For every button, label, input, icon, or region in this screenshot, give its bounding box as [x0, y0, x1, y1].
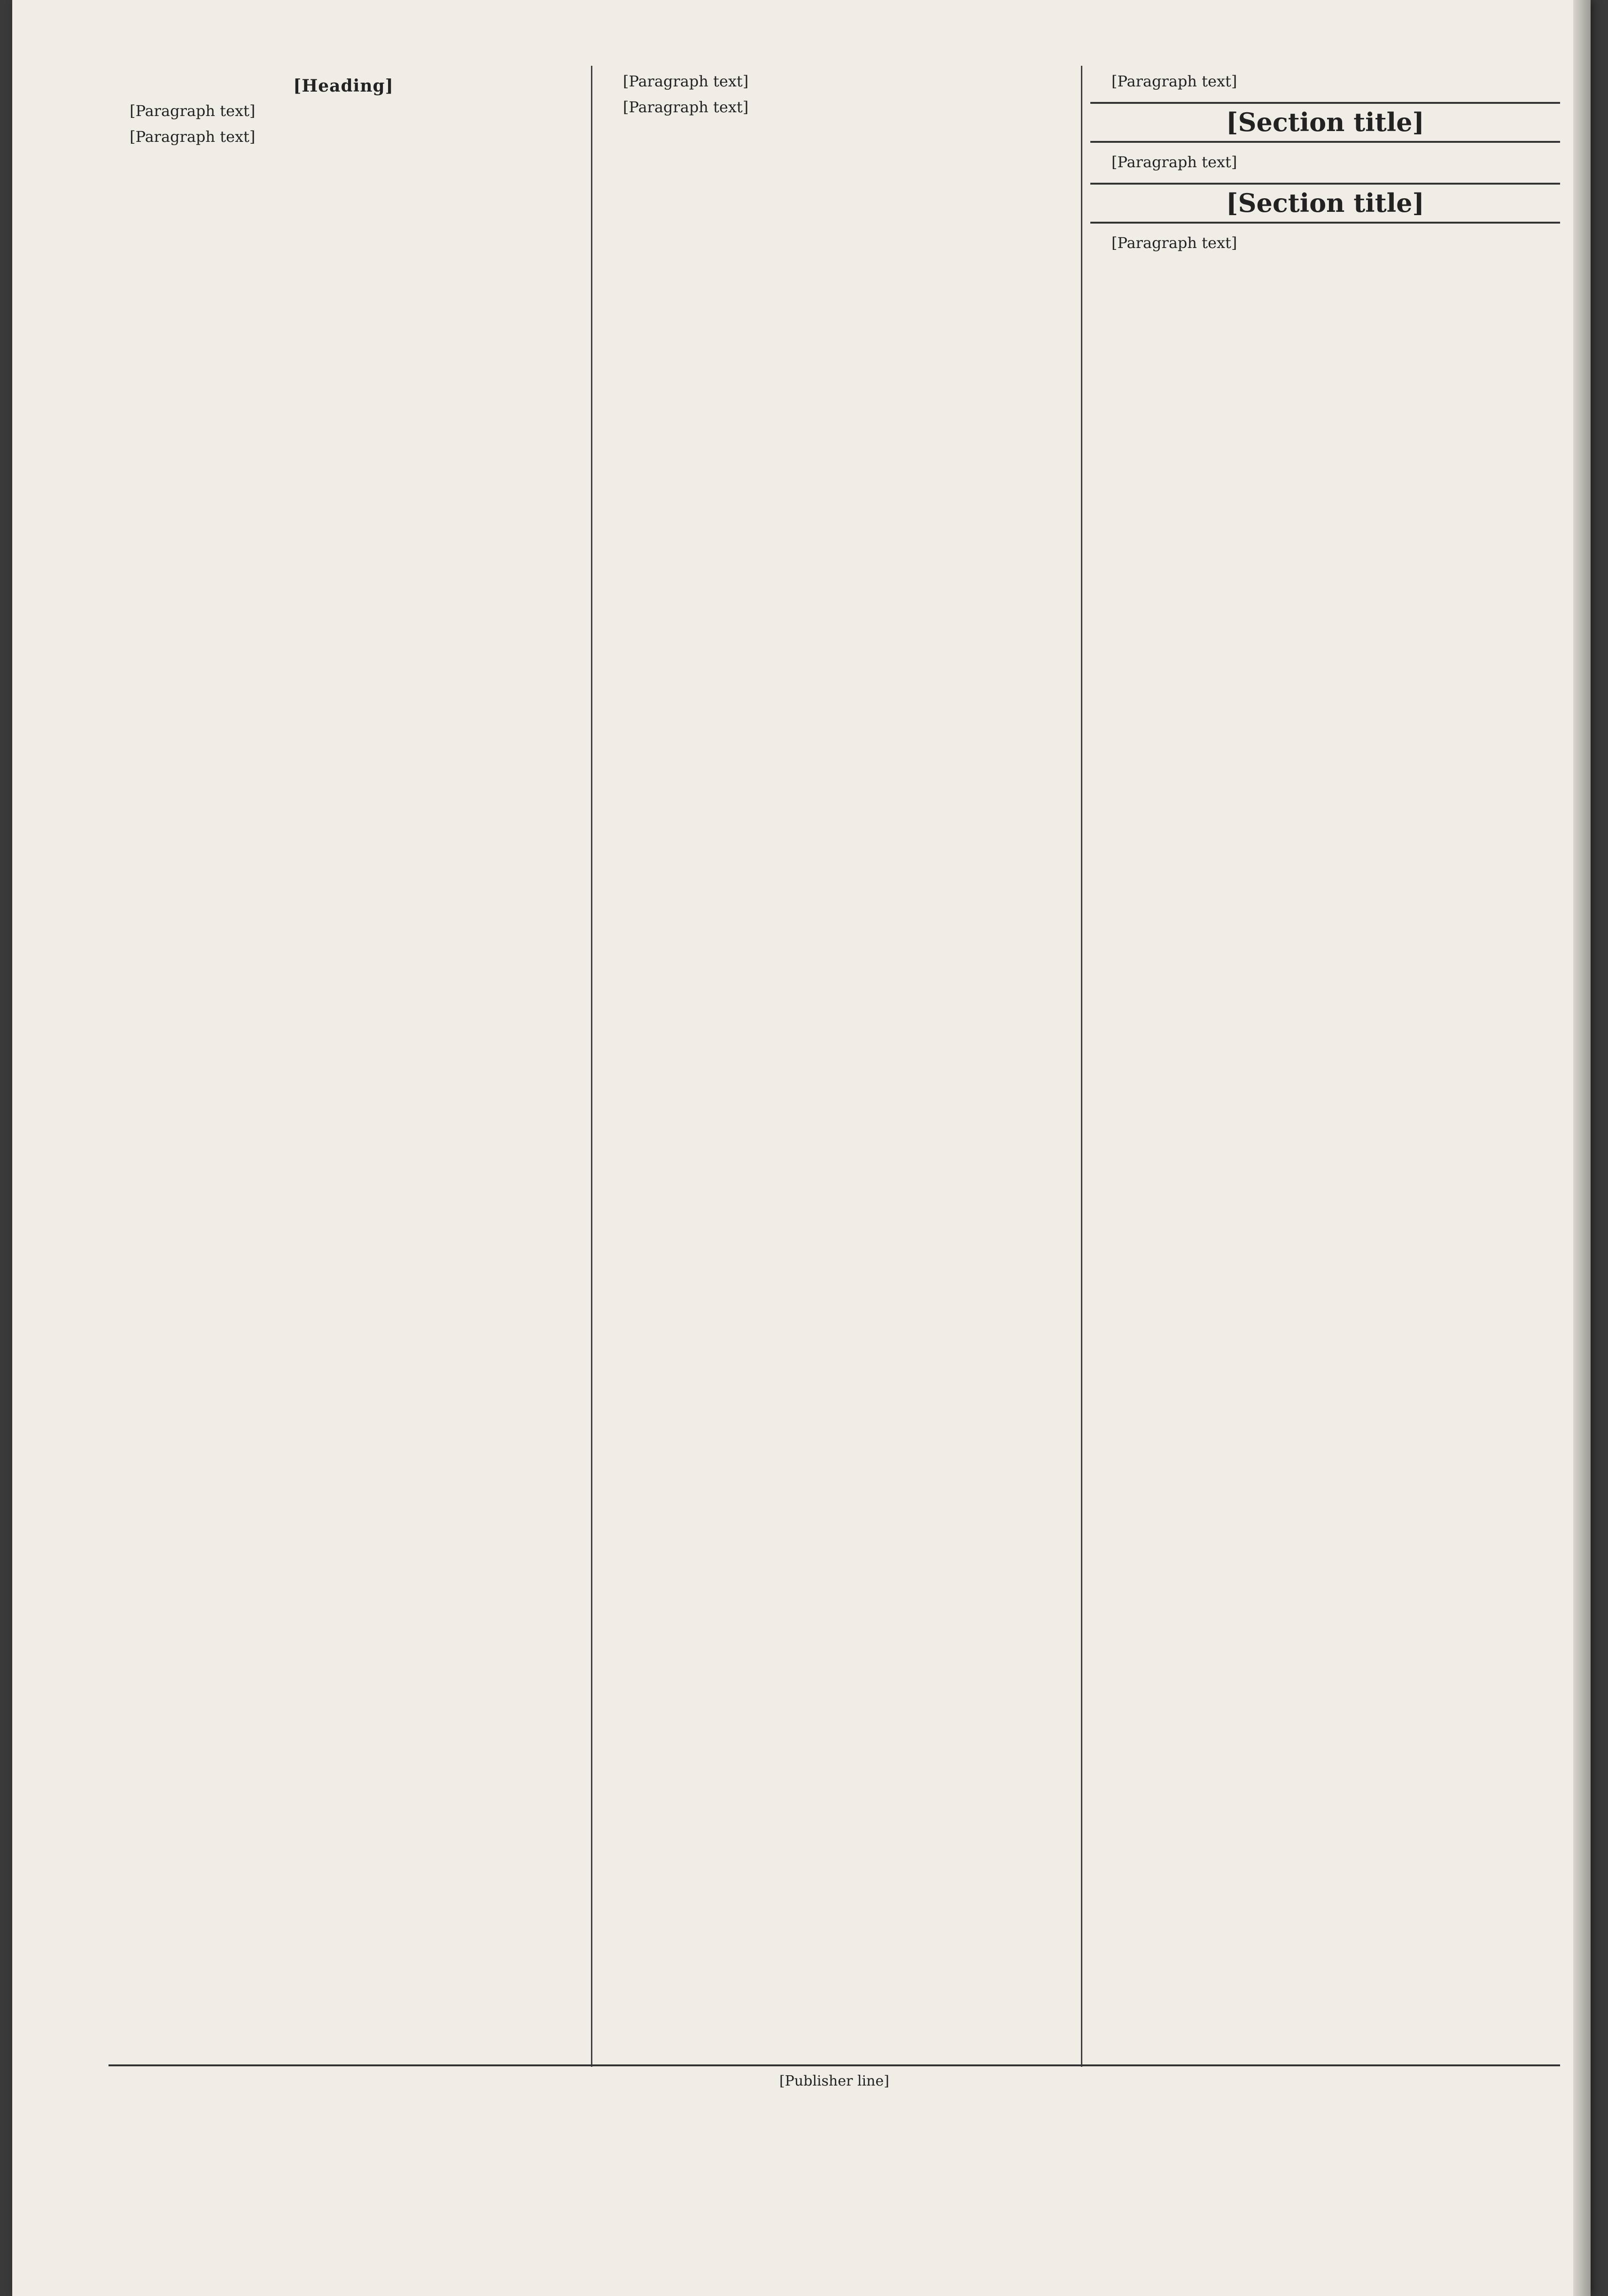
column-divider [591, 66, 592, 2067]
page-footer: [Publisher line] [109, 2064, 1560, 2089]
subheading: [Heading] [293, 76, 394, 96]
column-divider [1081, 66, 1082, 2067]
paragraph: [Paragraph text] [623, 98, 749, 116]
newspaper-page [12, 0, 1591, 2296]
column-3 [1090, 70, 1560, 2057]
paragraph: [Paragraph text] [1111, 72, 1237, 90]
paragraph: [Paragraph text] [1111, 234, 1237, 252]
column-1 [109, 70, 578, 2057]
paragraph: [Paragraph text] [1111, 153, 1237, 171]
column-2 [602, 70, 1072, 2057]
section-title: [Section title] [1226, 107, 1425, 137]
paragraph: [Paragraph text] [130, 102, 256, 120]
section-header [1090, 183, 1560, 224]
paragraph: [Paragraph text] [623, 72, 749, 90]
paragraph: [Paragraph text] [130, 128, 256, 146]
section-header [1090, 102, 1560, 143]
section-title: [Section title] [1226, 188, 1425, 218]
page-edge [1573, 0, 1591, 2296]
